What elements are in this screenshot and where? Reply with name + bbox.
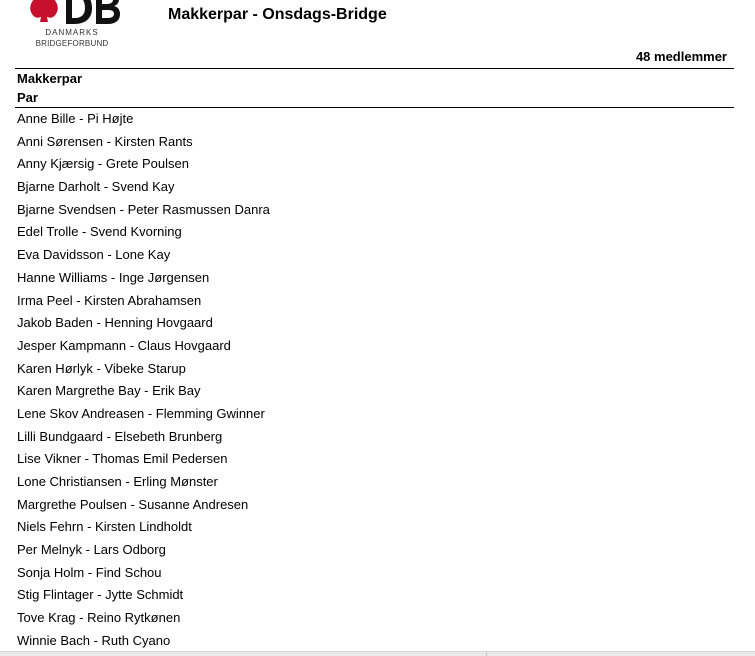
pair-list xyxy=(17,110,270,655)
page-title: Makkerpar - Onsdags-Bridge xyxy=(168,6,387,23)
pair-row: Lone Christiansen - Erling Mønster xyxy=(17,474,218,489)
pair-row: Stig Flintager - Jytte Schmidt xyxy=(17,587,184,603)
member-count: 48 medlemmer xyxy=(635,49,727,64)
pair-row: Niels Fehrn - Kirsten Lindholdt xyxy=(17,519,192,535)
pair-row: Lene Skov Andreasen - Flemming Gwinner xyxy=(17,405,265,421)
pair-row: Margrethe Poulsen - Susanne Andresen xyxy=(17,496,249,512)
pair-row: Karen Hørlyk - Vibeke Starup xyxy=(17,360,186,376)
logo-text-danmarks: DANMARKS xyxy=(45,28,99,37)
pair-row: Anne Bille - Pi Højte xyxy=(17,111,134,126)
pair-row: Lise Vikner - Thomas Emil Pedersen xyxy=(17,451,228,467)
pair-row: Bjarne Svendsen - Peter Rasmussen Danra xyxy=(17,201,270,217)
column-header-divider xyxy=(15,107,734,108)
pair-row: Lilli Bundgaard - Elsebeth Brunberg xyxy=(17,428,223,444)
pair-row: Karen Margrethe Bay - Erik Bay xyxy=(17,383,201,399)
pair-row: Edel Trolle - Svend Kvorning xyxy=(17,224,182,240)
pair-row: Hanne Williams - Inge Jørgensen xyxy=(17,269,210,285)
spade-logo-icon xyxy=(22,0,122,28)
scrollbar-divider xyxy=(486,652,487,656)
horizontal-scrollbar[interactable] xyxy=(0,651,755,656)
pair-row: Sonja Holm - Find Schou xyxy=(17,564,162,580)
pair-row: Tove Krag - Reino Rytkønen xyxy=(17,610,181,626)
pair-row: Anny Kjærsig - Grete Poulsen xyxy=(17,156,189,172)
pair-row: Per Melnyk - Lars Odborg xyxy=(17,542,166,558)
logo-text-bridgeforbund: BRIDGEFORBUND xyxy=(35,39,109,48)
pair-row: Anni Sørensen - Kirsten Rants xyxy=(17,133,193,149)
pair-row: Jakob Baden - Henning Hovgaard xyxy=(17,315,213,331)
header-divider xyxy=(15,68,734,69)
pair-row: Eva Davidsson - Lone Kay xyxy=(17,247,171,263)
pair-row: Irma Peel - Kirsten Abrahamsen xyxy=(17,292,202,308)
pair-row: Jesper Kampmann - Claus Hovgaard xyxy=(17,337,231,353)
column-header-par: Par xyxy=(17,90,38,105)
section-title: Makkerpar xyxy=(17,71,83,86)
dbf-logo xyxy=(22,0,122,52)
pair-row: Winnie Bach - Ruth Cyano xyxy=(17,632,171,648)
pair-row: Bjarne Darholt - Svend Kay xyxy=(17,179,175,195)
